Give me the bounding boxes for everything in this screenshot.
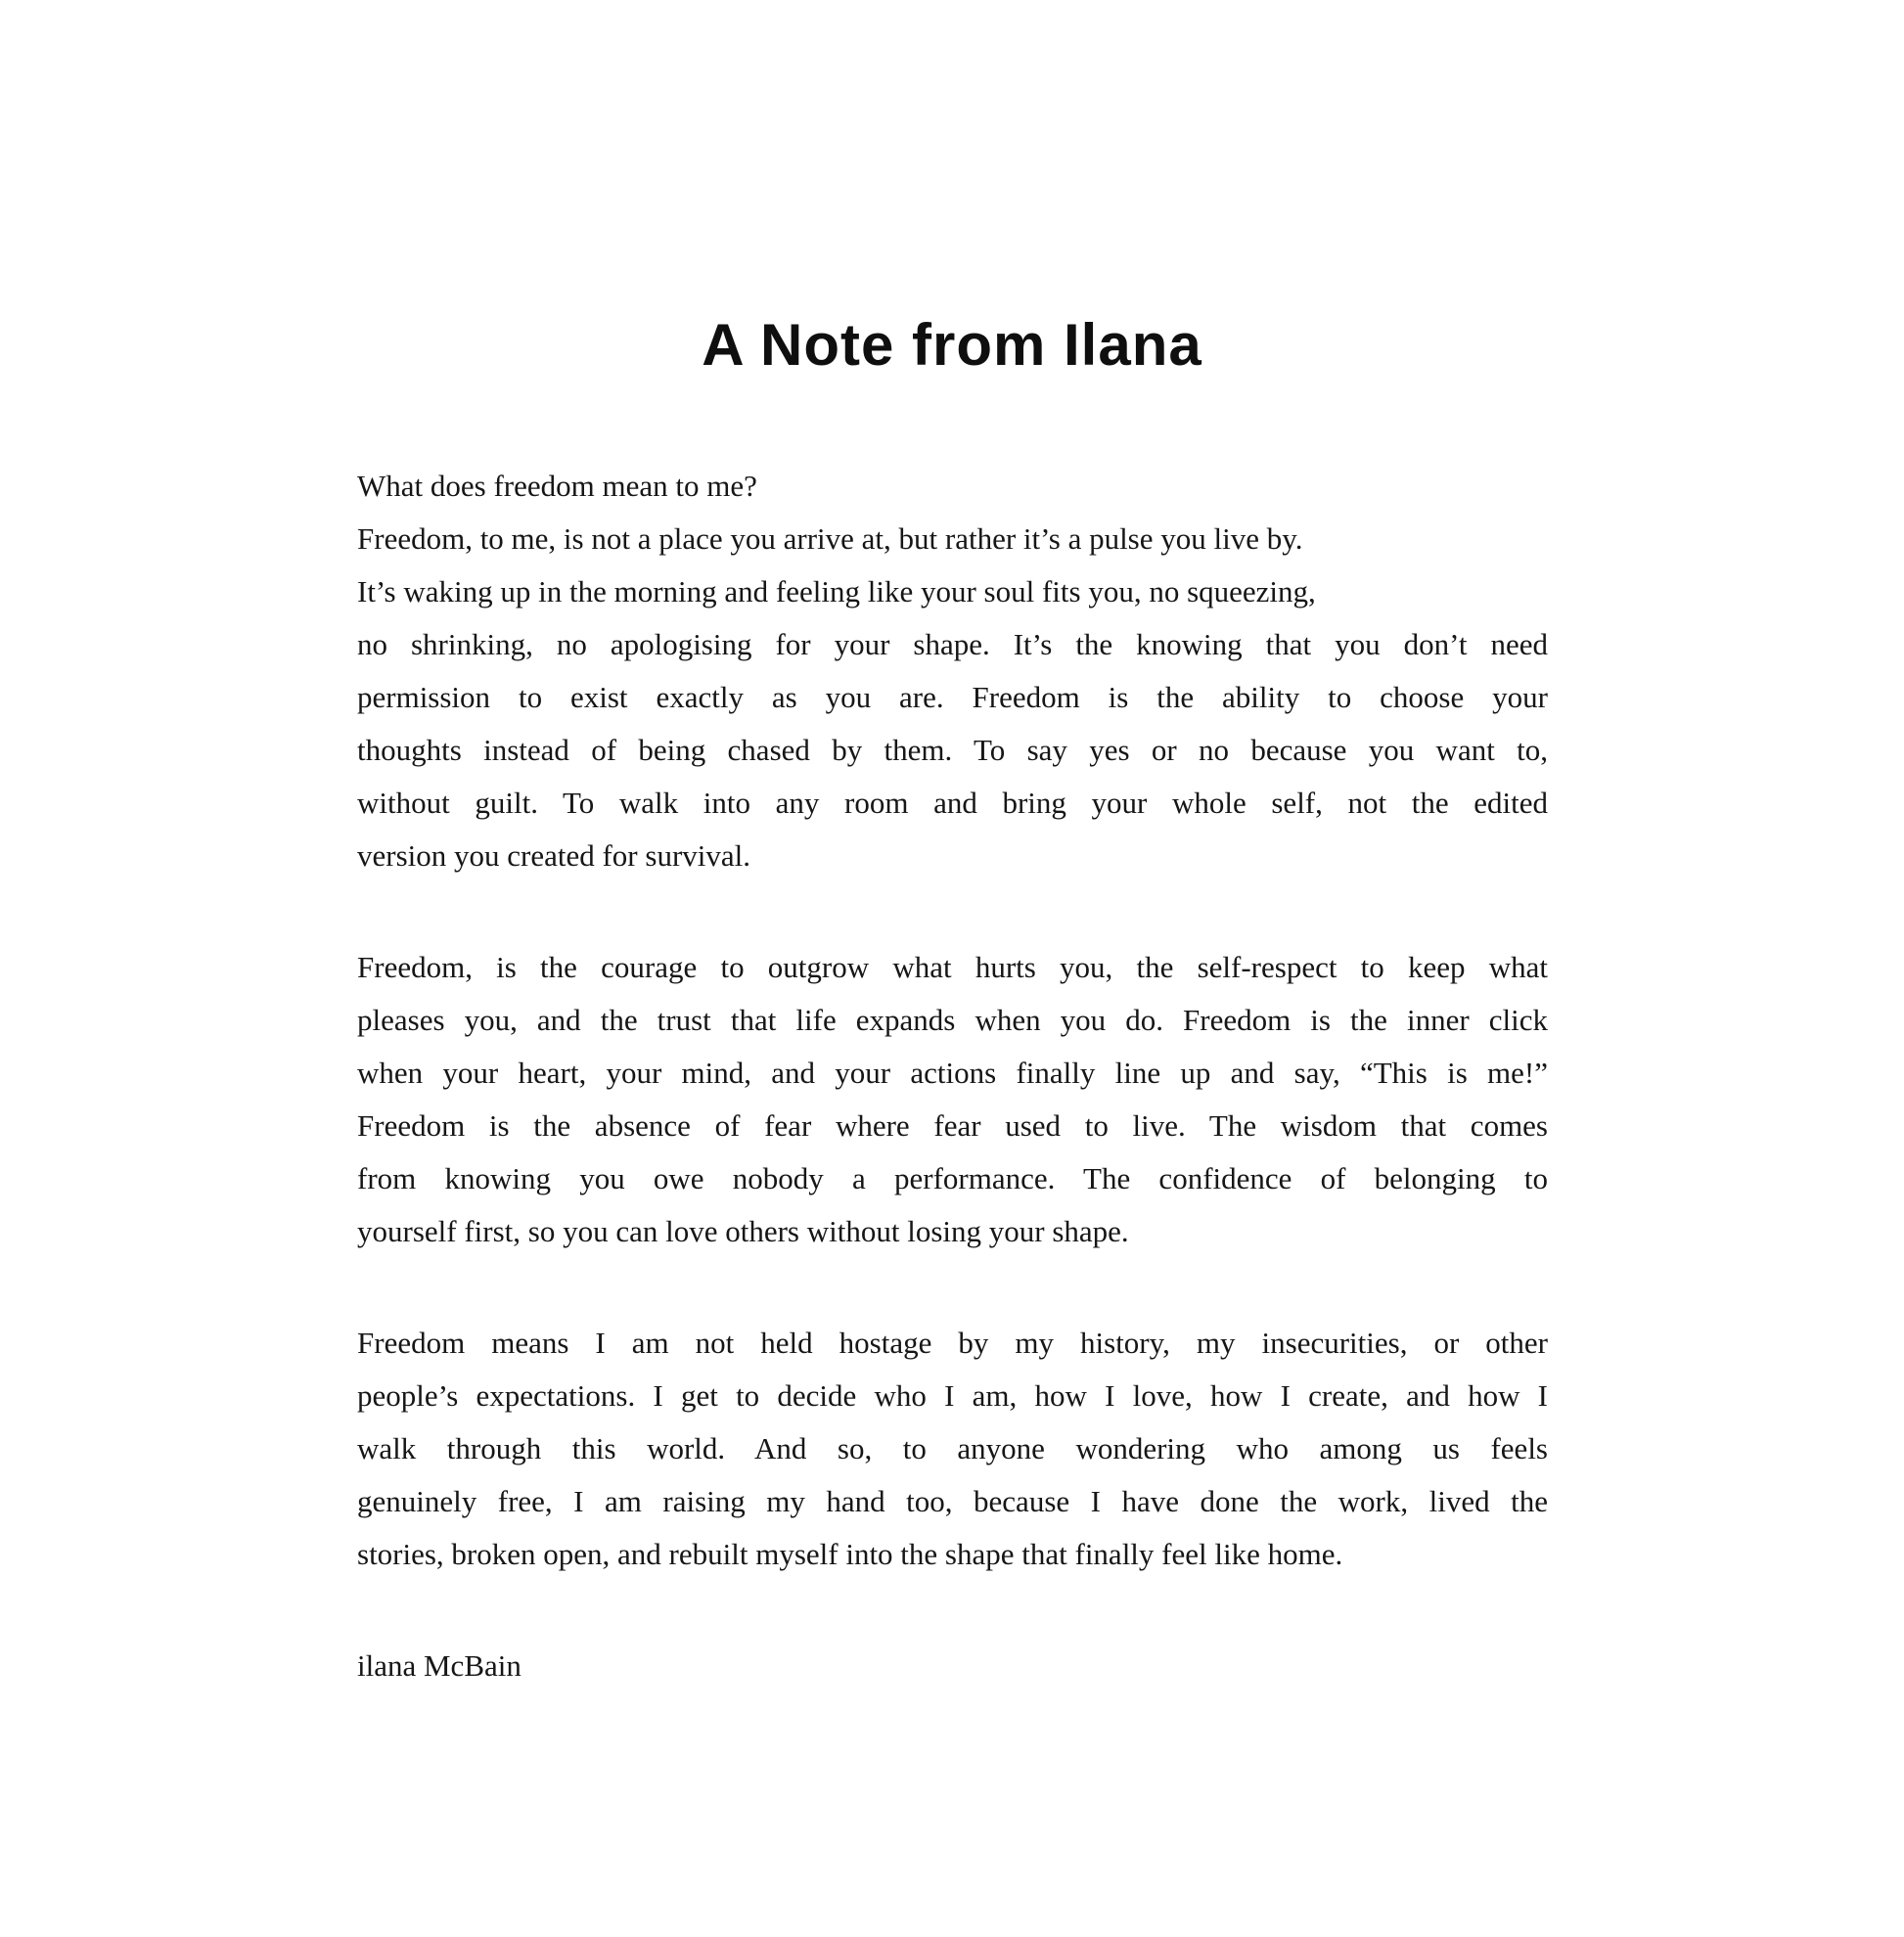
text-line: Freedom, to me, is not a place you arrive at, but rather it’s a pulse you live by. — [357, 521, 1303, 556]
text-line: thoughts instead of being chased by them. To say yes or no because you want to, — [357, 733, 1548, 767]
text-line: version you created for survival. — [357, 838, 751, 873]
text-line: pleases you, and the trust that life expands when you do. Freedom is the inner click — [357, 1003, 1548, 1037]
paragraph — [357, 941, 1548, 1258]
signature: ilana McBain — [357, 1648, 521, 1683]
text-line: yourself first, so you can love others without losing your shape. — [357, 1214, 1129, 1248]
body-paragraphs — [357, 460, 1548, 1581]
page-title: A Note from Ilana — [702, 312, 1202, 378]
text-line: no shrinking, no apologising for your shape. It’s the knowing that you don’t need — [357, 627, 1548, 661]
text-line: permission to exist exactly as you are. Freedom is the ability to choose your — [357, 680, 1548, 714]
text-line: when your heart, your mind, and your actions finally line up and say, “This is me!” — [357, 1056, 1548, 1090]
text-line: from knowing you owe nobody a performance. The confidence of belonging to — [357, 1161, 1548, 1195]
text-line: walk through this world. And so, to anyone wondering who among us feels — [357, 1431, 1548, 1465]
text-line: without guilt. To walk into any room and bring your whole self, not the edited — [357, 786, 1548, 820]
text-line: Freedom is the absence of fear where fear used to live. The wisdom that comes — [357, 1108, 1548, 1143]
text-line: It’s waking up in the morning and feeling like your soul fits you, no squeezing, — [357, 574, 1316, 608]
text-line: genuinely free, I am raising my hand too, because I have done the work, lived the — [357, 1484, 1548, 1518]
text-line: What does freedom mean to me? — [357, 469, 757, 503]
text-line: Freedom means I am not held hostage by my history, my insecurities, or other — [357, 1326, 1548, 1360]
text-line: Freedom, is the courage to outgrow what hurts you, the self-respect to keep what — [357, 950, 1548, 984]
text-line: people’s expectations. I get to decide who I am, how I love, how I create, and how I — [357, 1378, 1548, 1413]
text-line: stories, broken open, and rebuilt myself into the shape that finally feel like home. — [357, 1537, 1343, 1571]
note-body — [357, 460, 1548, 1692]
paragraph — [357, 460, 1548, 882]
paragraph — [357, 1317, 1548, 1581]
